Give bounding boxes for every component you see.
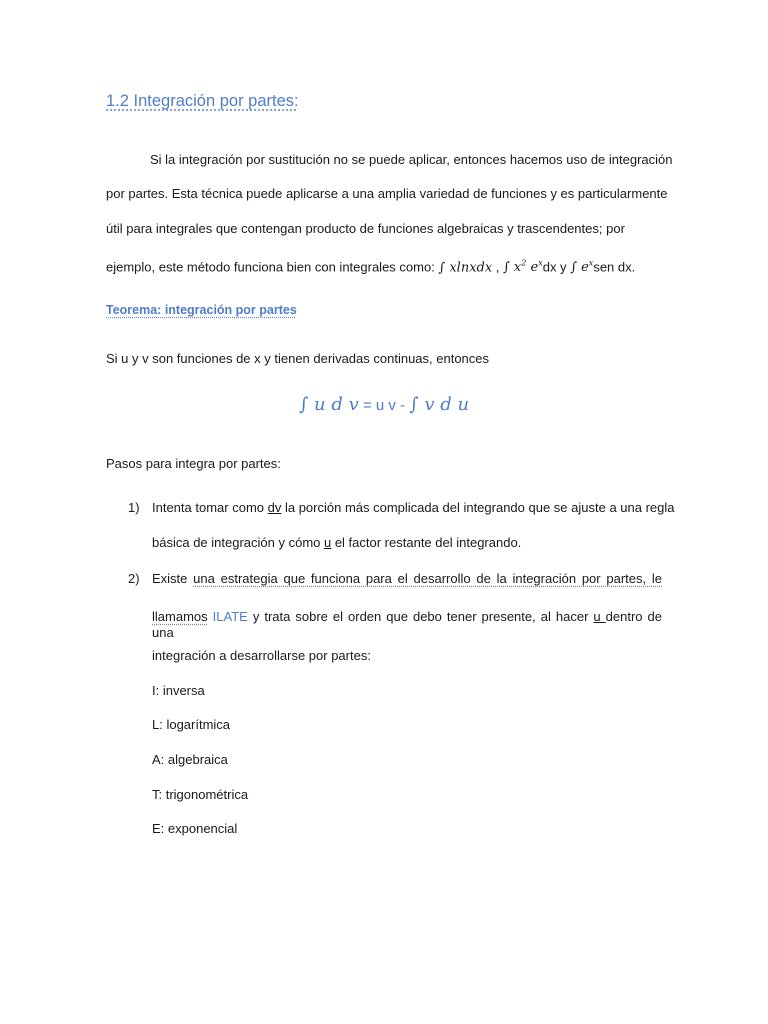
example-2-exponent: 2 (521, 259, 527, 268)
section-heading: 1.2 Integración por partes: (106, 92, 299, 110)
intro-line-4 (106, 256, 635, 276)
steps-title: Pasos para integra por partes: (106, 456, 281, 471)
ilate-item-i: I: inversa (152, 683, 205, 698)
ilate-item-t: T: trigonométrica (152, 787, 249, 802)
example-integral-3 (570, 260, 593, 275)
step-1-u: u (323, 535, 332, 550)
step-2-line-3: integración a desarrollarse por partes: (152, 648, 371, 663)
example-3-exponent: x (588, 259, 594, 268)
step-2-text-d: dentro de una (152, 609, 663, 640)
formula-left: ∫ u d v (298, 394, 359, 415)
step-2-llamamos: llamamos (152, 609, 208, 624)
intro-line-1: Si la integración por sustitución no se puede aplicar, entonces hacemos uso de integración (150, 152, 673, 167)
ilate-item-e: E: exponencial (152, 821, 238, 836)
separator: , (492, 259, 504, 275)
step-1-text-a: Intenta tomar como (152, 500, 268, 515)
example-2-tail: dx y (542, 259, 571, 275)
step-1-line-2 (152, 535, 662, 551)
intro-line-2: por partes. Esta técnica puede aplicarse a una amplia variedad de funciones y es particularmente (106, 186, 668, 201)
step-2-text-a: Existe (152, 571, 194, 586)
ilate-term: ILATE (212, 609, 248, 624)
theorem-title: Teorema: integración por partes (106, 303, 297, 317)
step-1-number: 1) (128, 500, 140, 515)
ilate-item-a: A: algebraica (152, 752, 228, 767)
step-1-line-1 (152, 500, 675, 516)
step-2-number: 2) (128, 571, 140, 586)
example-integral-2 (503, 260, 543, 275)
example-3-base: ∫ e (570, 260, 589, 276)
example-2-base: ∫ x (503, 260, 522, 276)
step-1-dv: dv (267, 500, 282, 515)
ilate-item-l: L: logarítmica (152, 717, 231, 732)
step-1-text-c: básica de integración y cómo (152, 535, 324, 550)
example-integral-1: ∫ xlnxdx (438, 260, 493, 276)
step-1-text-d: el factor restante del integrando. (331, 535, 522, 550)
intro-line-4-text: ejemplo, este método funciona bien con integrales como: (106, 259, 439, 275)
intro-line-3: útil para integrales que contengan producto de funciones algebraicas y trascendentes; por (106, 221, 625, 236)
step-2-line-1 (152, 571, 662, 587)
example-3-tail: sen dx. (593, 259, 636, 275)
step-1-text-b: la porción más complicada del integrando que se ajuste a una regla (281, 500, 675, 515)
integration-by-parts-formula (0, 394, 768, 415)
theorem-statement: Si u y v son funciones de x y tienen derivadas continuas, entonces (106, 351, 490, 366)
step-2-u: u (593, 609, 606, 624)
formula-middle: = u v - (358, 397, 410, 414)
step-2-text-c: y trata sobre el orden que debo tener presente, al hacer (247, 609, 594, 624)
formula-right: ∫ v d u (409, 394, 470, 415)
step-2-line-2 (152, 609, 662, 641)
example-2-e-exponent: x (538, 259, 543, 268)
example-2-e: e (526, 260, 539, 276)
step-2-text-b: una estrategia que funciona para el desarrollo de la integración por partes, le (193, 571, 662, 586)
